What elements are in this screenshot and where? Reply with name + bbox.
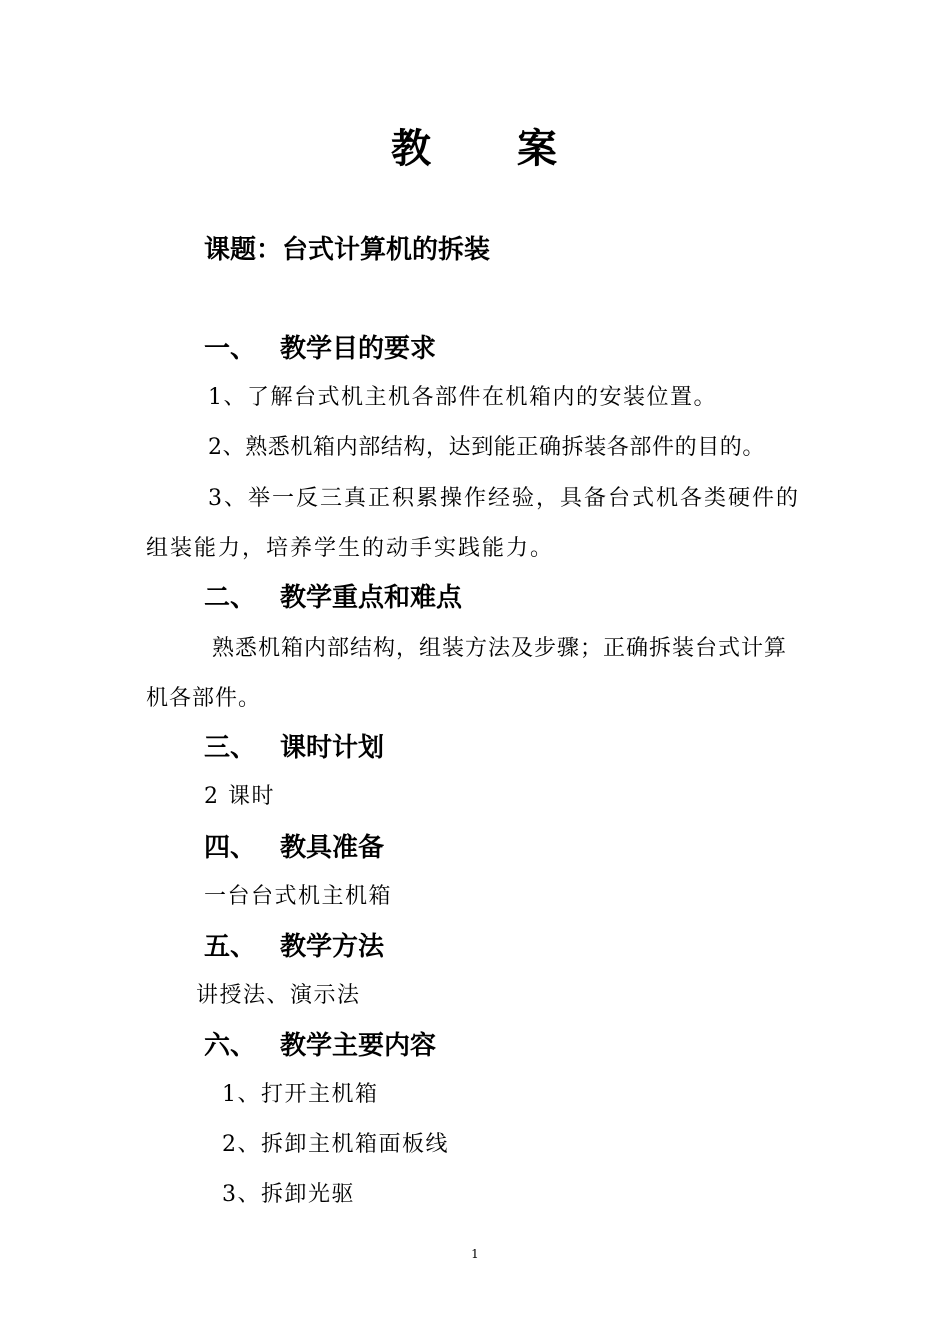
section-title: 课时计划 — [280, 733, 385, 763]
title-char-2: 案 — [517, 126, 559, 172]
document-title — [0, 124, 950, 174]
section-item: 熟悉机箱内部结构，组装方法及步骤；正确拆装台式计算机各部件。 — [146, 636, 788, 711]
section-heading-5 — [204, 929, 384, 965]
section-number: 二、 — [204, 583, 257, 613]
section-item: 1、了解台式机主机各部件在机箱内的安装位置。 — [208, 385, 717, 410]
section-title: 教学重点和难点 — [280, 583, 463, 613]
section-item: 2 课时 — [204, 784, 275, 809]
section-heading-4 — [204, 830, 384, 866]
section-item: 3、举一反三真正积累操作经验，具备台式机各类硬件的组装能力，培养学生的动手实践能力。 — [146, 486, 800, 561]
section-title: 教学主要内容 — [280, 1031, 437, 1061]
section-item: 2、熟悉机箱内部结构，达到能正确拆装各部件的目的。 — [208, 435, 765, 460]
section-item: 3、拆卸光驱 — [222, 1182, 355, 1207]
section-heading-1 — [204, 331, 436, 367]
section-heading-3 — [204, 730, 384, 766]
section-item: 一台台式机主机箱 — [204, 884, 393, 909]
section-number: 五、 — [204, 932, 257, 962]
page-number: 1 — [471, 1247, 479, 1261]
section-title: 教学目的要求 — [280, 334, 437, 364]
section-number: 四、 — [204, 833, 257, 863]
section-number: 三、 — [204, 733, 257, 763]
section-number: 六、 — [204, 1031, 257, 1061]
section-item: 讲授法、演示法 — [196, 983, 361, 1008]
lesson-topic: 课题：台式计算机的拆装 — [204, 235, 491, 265]
section-title: 教学方法 — [280, 932, 385, 962]
section-item: 2、拆卸主机箱面板线 — [222, 1132, 449, 1157]
title-char-1: 教 — [391, 126, 433, 172]
section-title: 教具准备 — [280, 833, 385, 863]
section-number: 一、 — [204, 334, 257, 364]
section-heading-6 — [204, 1028, 436, 1064]
section-item: 1、打开主机箱 — [222, 1082, 379, 1107]
section-heading-2 — [204, 580, 462, 616]
